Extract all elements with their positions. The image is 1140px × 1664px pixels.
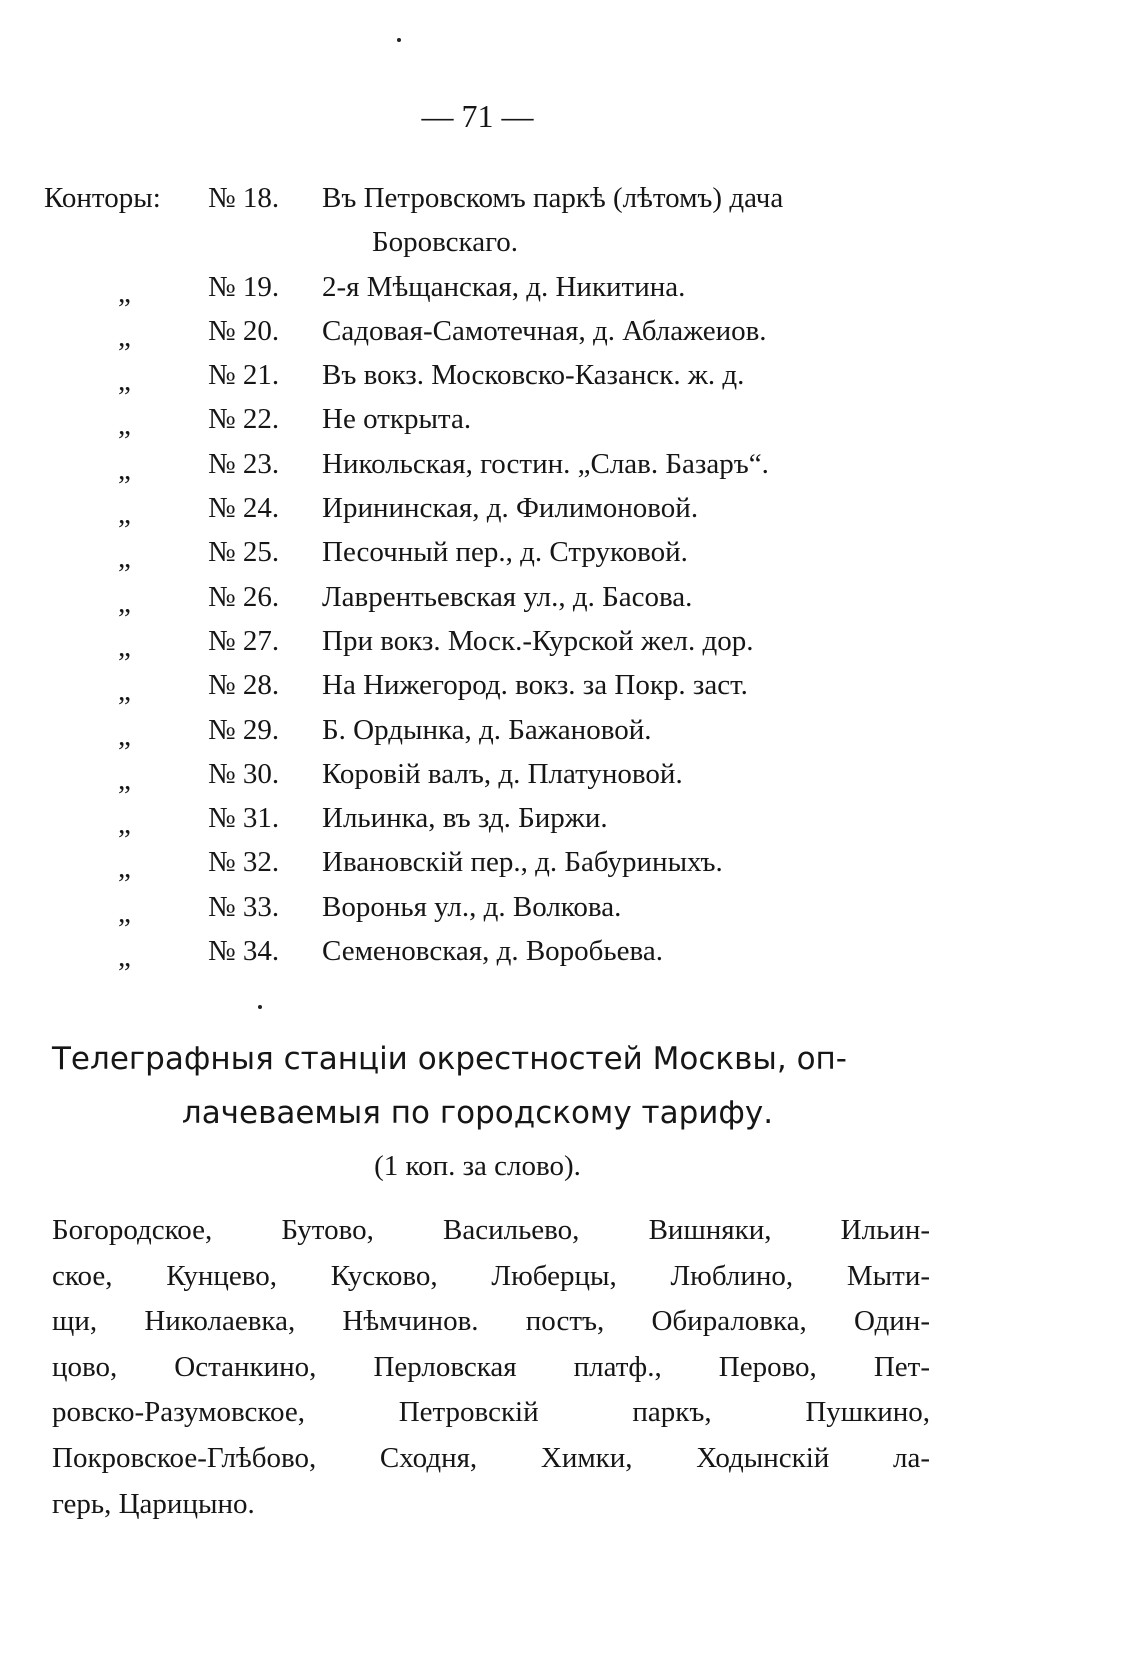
ditto-mark: „ xyxy=(118,320,131,353)
stations-line: ское, Кунцево, Кусково, Люберцы, Люблино, Мыти- xyxy=(52,1259,930,1292)
office-address: Ильинка, въ зд. Биржи. xyxy=(322,802,608,835)
ditto-mark: „ xyxy=(118,365,131,398)
stations-line: Богородское, Бутово, Васильево, Вишняки, Ильин- xyxy=(52,1214,930,1246)
office-number: № 34. xyxy=(208,935,280,968)
office-number: № 26. xyxy=(208,580,280,613)
office-number: № 28. xyxy=(208,669,280,702)
stations-paragraph xyxy=(52,1208,930,1527)
office-address: 2-я Мѣщанская, д. Никитина. xyxy=(322,270,686,303)
office-address: Песочный пер., д. Струковой. xyxy=(322,536,688,569)
section-heading-line-2: лачеваемыя по городскому тарифу. xyxy=(181,1095,774,1131)
ditto-mark: „ xyxy=(118,719,131,752)
stations-line: щи, Николаевка, Нѣмчинов. постъ, Обираловка, Один- xyxy=(52,1305,930,1338)
office-row xyxy=(0,840,1140,884)
office-address: Воронья ул., д. Волкова. xyxy=(322,890,622,923)
office-row xyxy=(0,929,1140,973)
office-number: № 33. xyxy=(208,890,280,923)
print-speck xyxy=(397,38,401,42)
office-row xyxy=(0,309,1140,353)
office-number: № 24. xyxy=(208,492,280,525)
office-number: № 19. xyxy=(208,270,280,303)
ditto-mark: „ xyxy=(118,409,131,442)
office-number: № 22. xyxy=(208,403,280,436)
office-row xyxy=(0,663,1140,707)
office-row xyxy=(0,176,1140,220)
tariff-rate: (1 коп. за слово). xyxy=(374,1150,581,1182)
office-address: Ивановскій пер., д. Бабуриныхъ. xyxy=(322,846,723,879)
office-row xyxy=(0,575,1140,619)
office-address: При вокз. Моск.-Курской жел. дор. xyxy=(322,624,754,657)
office-address: Садовая-Самотечная, д. Аблажеиов. xyxy=(322,314,767,347)
ditto-mark: „ xyxy=(118,808,131,841)
office-row xyxy=(0,708,1140,752)
office-row xyxy=(0,486,1140,530)
ditto-mark: „ xyxy=(118,941,131,974)
office-number: № 20. xyxy=(208,314,280,347)
office-row xyxy=(0,353,1140,397)
ditto-mark: „ xyxy=(118,586,131,619)
offices-list xyxy=(0,176,1140,973)
ditto-mark: „ xyxy=(118,630,131,663)
stations-line: цово, Останкино, Перловская платф., Перово, Пет- xyxy=(52,1350,930,1383)
office-number: № 23. xyxy=(208,447,280,480)
office-row xyxy=(0,619,1140,663)
stations-line: герь, Царицыно. xyxy=(52,1487,255,1520)
office-row xyxy=(0,885,1140,929)
ditto-mark: „ xyxy=(118,763,131,796)
ditto-mark: „ xyxy=(118,498,131,531)
office-row xyxy=(0,442,1140,486)
stations-line: Покровское-Глѣбово, Сходня, Химки, Ходынскій ла- xyxy=(52,1441,930,1474)
office-row xyxy=(0,397,1140,441)
office-address: Не открыта. xyxy=(322,403,472,436)
office-row xyxy=(0,265,1140,309)
office-number: № 21. xyxy=(208,359,280,392)
office-address-continuation-text: Боровскаго. xyxy=(372,226,518,259)
print-speck xyxy=(258,1005,262,1009)
office-address: Коровій валъ, д. Платуновой. xyxy=(322,757,683,790)
office-number: № 32. xyxy=(208,846,280,879)
ditto-mark: „ xyxy=(118,542,131,575)
office-address: Никольская, гостин. „Слав. Базаръ“. xyxy=(322,447,769,480)
ditto-mark: „ xyxy=(118,852,131,885)
ditto-mark: „ xyxy=(118,453,131,486)
section-heading-line-1: Телеграфныя станціи окрестностей Москвы, оп- xyxy=(52,1041,847,1077)
office-address: Б. Ордынка, д. Бажановой. xyxy=(322,713,652,746)
office-address: На Нижегород. вокз. за Покр. заст. xyxy=(322,669,748,702)
office-address: Лаврентьевская ул., д. Басова. xyxy=(322,580,693,613)
offices-label: Конторы: xyxy=(44,182,161,214)
office-number: № 31. xyxy=(208,802,280,835)
office-address: Ирининская, д. Филимоновой. xyxy=(322,492,699,525)
office-address-continuation xyxy=(0,220,1140,264)
office-number: № 29. xyxy=(208,713,280,746)
office-number: № 18. xyxy=(208,182,280,214)
office-number: № 27. xyxy=(208,624,280,657)
office-number: № 30. xyxy=(208,757,280,790)
office-address: Въ вокз. Московско-Казанск. ж. д. xyxy=(322,359,745,392)
office-row xyxy=(0,530,1140,574)
office-address: Семеновская, д. Воробьева. xyxy=(322,935,663,968)
stations-line: ровско-Разумовское, Петровскій паркъ, Пушкино, xyxy=(52,1396,930,1429)
ditto-mark: „ xyxy=(118,675,131,708)
page-number: — 71 — xyxy=(421,98,534,134)
office-address: Въ Петровскомъ паркѣ (лѣтомъ) дача xyxy=(322,182,784,214)
ditto-mark: „ xyxy=(118,276,131,309)
office-row xyxy=(0,796,1140,840)
ditto-mark: „ xyxy=(118,896,131,929)
office-row xyxy=(0,752,1140,796)
office-number: № 25. xyxy=(208,536,280,569)
